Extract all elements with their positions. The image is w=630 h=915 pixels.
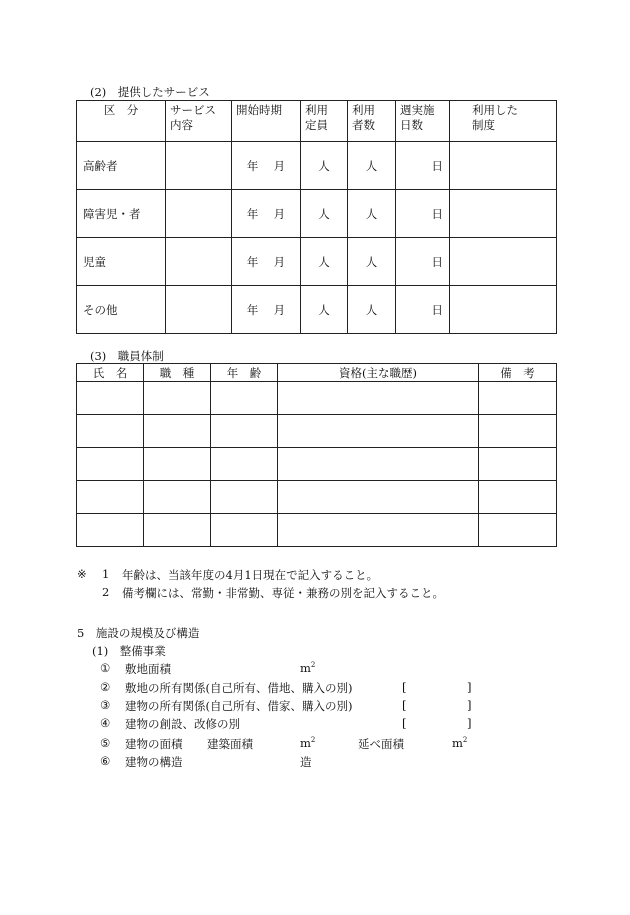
row-label: 障害児・者 — [77, 190, 166, 238]
system-used-cell[interactable] — [450, 286, 557, 334]
capacity-cell[interactable]: 人 — [301, 142, 348, 190]
table-row — [77, 382, 557, 415]
remarks-cell[interactable] — [479, 448, 557, 481]
header-weekly-days: 週実施 日数 — [396, 101, 450, 142]
item-4-open-bracket: [ — [402, 716, 407, 730]
capacity-cell[interactable]: 人 — [301, 238, 348, 286]
start-period-cell[interactable]: 年 月 — [232, 238, 301, 286]
service-content-cell[interactable] — [166, 190, 232, 238]
age-cell[interactable] — [211, 514, 278, 547]
note-1-number: 1 — [102, 567, 110, 581]
age-cell[interactable] — [211, 448, 278, 481]
start-period-cell[interactable]: 年 月 — [232, 286, 301, 334]
header-service-content: サービス 内容 — [166, 101, 232, 142]
subsection-1-heading: (1) 整備事業 — [92, 644, 166, 658]
table-row — [77, 514, 557, 547]
structure-suffix: 造 — [300, 755, 312, 769]
service-content-cell[interactable] — [166, 238, 232, 286]
name-cell[interactable] — [77, 415, 144, 448]
qualification-cell[interactable] — [278, 514, 479, 547]
weekly-days-cell[interactable]: 日 — [396, 238, 450, 286]
user-count-cell[interactable]: 人 — [348, 190, 396, 238]
table-row — [77, 286, 557, 334]
header-system-used: 利用した 制度 — [450, 101, 557, 142]
item-3-open-bracket: [ — [402, 698, 407, 712]
item-4-number: ④ — [100, 716, 111, 730]
system-used-cell[interactable] — [450, 190, 557, 238]
table-row — [77, 238, 557, 286]
capacity-cell[interactable]: 人 — [301, 190, 348, 238]
qualification-cell[interactable] — [278, 448, 479, 481]
table-row — [77, 481, 557, 514]
age-cell[interactable] — [211, 382, 278, 415]
item-5-label: 建物の面積 — [125, 737, 183, 751]
start-period-cell[interactable]: 年 月 — [232, 190, 301, 238]
header-capacity: 利用 定員 — [301, 101, 348, 142]
name-cell[interactable] — [77, 448, 144, 481]
header-age: 年 齢 — [211, 364, 278, 382]
age-cell[interactable] — [211, 415, 278, 448]
services-header-row — [77, 101, 557, 142]
item-5-number: ⑤ — [100, 736, 111, 750]
row-label: 高齢者 — [77, 142, 166, 190]
building-area-label: 建築面積 — [207, 737, 253, 751]
remarks-cell[interactable] — [479, 382, 557, 415]
age-cell[interactable] — [211, 481, 278, 514]
weekly-days-cell[interactable]: 日 — [396, 286, 450, 334]
start-period-cell[interactable]: 年 月 — [232, 142, 301, 190]
header-remarks: 備 考 — [479, 364, 557, 382]
item-4-close-bracket: ] — [467, 716, 472, 730]
header-qualification: 資格(主な職歴) — [278, 364, 479, 382]
service-content-cell[interactable] — [166, 286, 232, 334]
table-row — [77, 415, 557, 448]
item-3-label: 建物の所有関係(自己所有、借家、購入の別) — [125, 699, 353, 713]
total-floor-area-label: 延べ面積 — [358, 737, 404, 751]
staff-table — [76, 363, 557, 547]
table-row — [77, 448, 557, 481]
job-type-cell[interactable] — [144, 382, 211, 415]
item-2-number: ② — [100, 680, 111, 694]
item-1-number: ① — [100, 661, 111, 675]
system-used-cell[interactable] — [450, 238, 557, 286]
remarks-cell[interactable] — [479, 481, 557, 514]
note-1-text: 年齢は、当該年度の4月1日現在で記入すること。 — [122, 568, 379, 582]
item-3-close-bracket: ] — [467, 698, 472, 712]
section-5-heading: 5 施設の規模及び構造 — [77, 626, 200, 640]
job-type-cell[interactable] — [144, 415, 211, 448]
user-count-cell[interactable]: 人 — [348, 142, 396, 190]
name-cell[interactable] — [77, 514, 144, 547]
qualification-cell[interactable] — [278, 415, 479, 448]
user-count-cell[interactable]: 人 — [348, 286, 396, 334]
header-user-count: 利用 者数 — [348, 101, 396, 142]
services-table — [76, 100, 557, 334]
item-2-close-bracket: ] — [467, 680, 472, 694]
section-3-heading: (3) 職員体制 — [90, 349, 164, 363]
system-used-cell[interactable] — [450, 142, 557, 190]
item-2-label: 敷地の所有関係(自己所有、借地、購入の別) — [125, 681, 353, 695]
job-type-cell[interactable] — [144, 481, 211, 514]
header-start-period: 開始時期 — [232, 101, 301, 142]
note-2-text: 備考欄には、常勤・非常勤、専従・兼務の別を記入すること。 — [122, 586, 444, 600]
item-2-open-bracket: [ — [402, 680, 407, 694]
site-area-unit: $m^2$ — [300, 661, 316, 675]
item-1-label: 敷地面積 — [125, 662, 171, 676]
job-type-cell[interactable] — [144, 514, 211, 547]
table-row — [77, 190, 557, 238]
remarks-cell[interactable] — [479, 514, 557, 547]
item-6-label: 建物の構造 — [125, 755, 183, 769]
service-content-cell[interactable] — [166, 142, 232, 190]
job-type-cell[interactable] — [144, 448, 211, 481]
capacity-cell[interactable]: 人 — [301, 286, 348, 334]
item-3-number: ③ — [100, 698, 111, 712]
qualification-cell[interactable] — [278, 481, 479, 514]
name-cell[interactable] — [77, 481, 144, 514]
table-row — [77, 142, 557, 190]
row-label: その他 — [77, 286, 166, 334]
building-area-unit: $m^2$ — [300, 736, 316, 750]
header-job-type: 職 種 — [144, 364, 211, 382]
header-name: 氏 名 — [77, 364, 144, 382]
header-category: 区 分 — [77, 101, 166, 142]
user-count-cell[interactable]: 人 — [348, 238, 396, 286]
qualification-cell[interactable] — [278, 382, 479, 415]
total-floor-area-unit: $m^2$ — [452, 736, 468, 750]
remarks-cell[interactable] — [479, 415, 557, 448]
section-2-heading: (2) 提供したサービス — [90, 85, 210, 99]
item-6-number: ⑥ — [100, 754, 111, 768]
weekly-days-cell[interactable]: 日 — [396, 190, 450, 238]
staff-header-row — [77, 364, 557, 382]
row-label: 児童 — [77, 238, 166, 286]
weekly-days-cell[interactable]: 日 — [396, 142, 450, 190]
name-cell[interactable] — [77, 382, 144, 415]
item-4-label: 建物の創設、改修の別 — [125, 717, 240, 731]
note-2-number: 2 — [102, 585, 110, 599]
notes-mark: ※ — [77, 567, 87, 581]
